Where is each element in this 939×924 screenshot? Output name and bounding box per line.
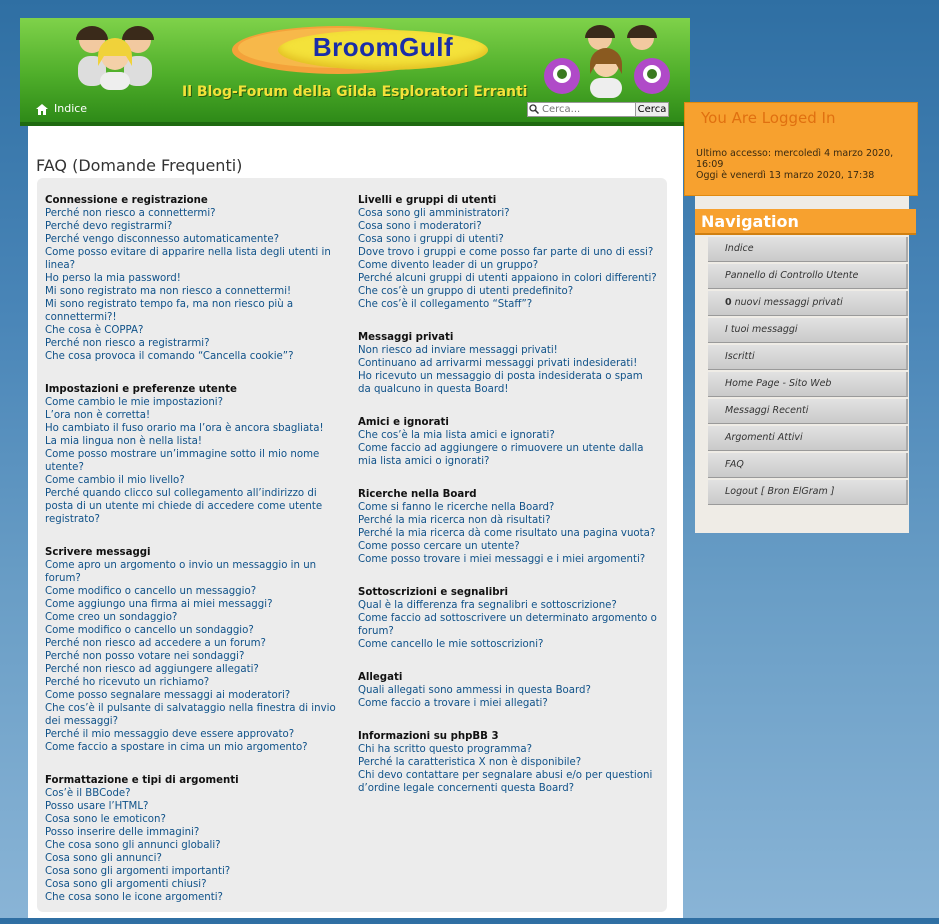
faq-question-link[interactable]: Chi devo contattare per segnalare abusi e/o per questioni d’ordine legale concernenti questa Board? [358, 770, 653, 794]
faq-section-heading: Informazioni su phpBB 3 [358, 731, 499, 742]
nav-item-label: Argomenti Attivi [725, 432, 803, 443]
nav-item-indice[interactable] [708, 237, 908, 262]
faq-question-link[interactable]: Che cos’è il collegamento “Staff”? [358, 299, 533, 310]
faq-question-link[interactable]: Qual è la differenza fra segnalibri e sottoscrizione? [358, 600, 617, 611]
faq-question-link[interactable]: Come faccio ad sottoscrivere un determinato argomento o forum? [358, 613, 657, 637]
faq-question-link[interactable]: Perché quando clicco sul collegamento all’indirizzo di posta di un utente mi chiede di accedere come utente registrato? [45, 488, 323, 525]
nav-item-label: Pannello di Controllo Utente [725, 270, 859, 281]
faq-question-link[interactable]: Come divento leader di un gruppo? [358, 260, 539, 271]
faq-question-link[interactable]: Che cosa provoca il comando “Cancella cookie”? [45, 351, 294, 362]
faq-question-link[interactable]: Come posso mostrare un’immagine sotto il mio nome utente? [45, 449, 320, 473]
faq-section-heading: Impostazioni e preferenze utente [45, 384, 237, 395]
faq-question-link[interactable]: Posso inserire delle immagini? [45, 827, 200, 838]
faq-question-link[interactable]: Perché alcuni gruppi di utenti appaiono in colori differenti? [358, 273, 657, 284]
faq-question-link[interactable]: Perché non riesco a registrarmi? [45, 338, 210, 349]
home-icon [36, 104, 48, 115]
search-button[interactable]: Cerca [635, 102, 669, 117]
nav-item-i-tuoi-messaggi[interactable] [708, 318, 908, 343]
faq-section-connessione-e-registrazione [45, 194, 345, 363]
faq-question-link[interactable]: Come modifico o cancello un sondaggio? [45, 625, 254, 636]
faq-section-formattazione-e-tipi-di-argomenti [45, 774, 345, 904]
faq-question-link[interactable]: Come aggiungo una firma ai miei messaggi? [45, 599, 273, 610]
current-time: Oggi è venerdì 13 marzo 2020, 17:38 [696, 170, 875, 181]
faq-question-link[interactable]: Come cancello le mie sottoscrizioni? [358, 639, 544, 650]
faq-question-link[interactable]: Come cambio il mio livello? [45, 475, 185, 486]
faq-section-impostazioni-e-preferenze-utente [45, 383, 345, 526]
login-status-box [684, 102, 918, 196]
nav-item-messaggi-recenti[interactable] [708, 399, 908, 424]
faq-question-link[interactable]: Posso usare l’HTML? [45, 801, 149, 812]
faq-question-link[interactable]: Perché la caratteristica X non è disponibile? [358, 757, 582, 768]
search-input[interactable] [527, 102, 645, 117]
faq-question-link[interactable]: Perché non riesco ad accedere a un forum? [45, 638, 266, 649]
nav-item-label: I tuoi messaggi [725, 324, 798, 335]
nav-home-link[interactable] [36, 102, 87, 115]
faq-section-heading: Scrivere messaggi [45, 547, 151, 558]
faq-question-link[interactable]: Cosa sono gli argomenti importanti? [45, 866, 231, 877]
nav-item-pannello-di-controllo-utente[interactable] [708, 264, 908, 289]
faq-question-link[interactable]: Come posso trovare i miei messaggi e i miei argomenti? [358, 554, 646, 565]
nav-item-label: Iscritti [725, 351, 755, 362]
faq-question-link[interactable]: Cosa sono gli annunci? [45, 853, 162, 864]
faq-section-heading: Allegati [358, 672, 403, 683]
faq-question-link[interactable]: Perché non posso votare nei sondaggi? [45, 651, 245, 662]
nav-item-home-page-sito-web[interactable] [708, 372, 908, 397]
nav-item-faq[interactable] [708, 453, 908, 478]
faq-section-heading: Ricerche nella Board [358, 489, 477, 500]
faq-question-link[interactable]: Perché non riesco ad aggiungere allegati? [45, 664, 259, 675]
faq-section-amici-e-ignorati [358, 416, 658, 468]
faq-question-link[interactable]: Ho ricevuto un messaggio di posta indesiderata o spam da qualcuno in questa Board! [358, 371, 643, 395]
faq-question-link[interactable]: Che cosa è COPPA? [45, 325, 144, 336]
search-icon [529, 104, 539, 114]
faq-question-link[interactable]: Mi sono registrato ma non riesco a connettermi! [45, 286, 292, 297]
faq-question-link[interactable]: Che cos’è un gruppo di utenti predefinito? [358, 286, 574, 297]
nav-item-label: FAQ [725, 459, 744, 470]
faq-question-link[interactable]: Come si fanno le ricerche nella Board? [358, 502, 555, 513]
faq-section-sottoscrizioni-e-segnalibri [358, 586, 658, 651]
site-subtitle: Il Blog-Forum della Gilda Esploratori Erranti [182, 84, 528, 100]
faq-question-link[interactable]: Che cosa sono gli annunci globali? [45, 840, 221, 851]
faq-question-link[interactable]: Cos’è il BBCode? [45, 788, 131, 799]
faq-question-link[interactable]: Quali allegati sono ammessi in questa Board? [358, 685, 591, 696]
avatars-right-icon [540, 18, 680, 100]
faq-question-link[interactable]: Perché la mia ricerca dà come risultato una pagina vuota? [358, 528, 656, 539]
faq-column-right [358, 194, 658, 815]
page-title: FAQ (Domande Frequenti) [36, 156, 243, 175]
faq-section-livelli-e-gruppi-di-utenti [358, 194, 658, 311]
nav-item-label: Home Page - Sito Web [725, 378, 832, 389]
faq-question-link[interactable]: Come posso segnalare messaggi ai moderatori? [45, 690, 291, 701]
faq-question-link[interactable]: Cosa sono gli amministratori? [358, 208, 510, 219]
faq-question-link[interactable]: Perché ho ricevuto un richiamo? [45, 677, 210, 688]
faq-section-scrivere-messaggi [45, 546, 345, 754]
navigation-title: Navigation [695, 209, 916, 235]
avatars-left-icon [70, 18, 170, 90]
site-logo-text[interactable]: BroomGulf [312, 32, 454, 62]
faq-question-link[interactable]: Come cambio le mie impostazioni? [45, 397, 224, 408]
faq-question-link[interactable]: Come creo un sondaggio? [45, 612, 178, 623]
visit-info [696, 148, 906, 181]
nav-item-label: nuovi messaggi privati [731, 297, 843, 308]
faq-question-link[interactable]: Perché il mio messaggio deve essere approvato? [45, 729, 295, 740]
faq-question-link[interactable]: L’ora non è corretta! [45, 410, 151, 421]
faq-section-ricerche-nella-board [358, 488, 658, 566]
faq-box [37, 178, 667, 912]
home-link-label: Indice [54, 102, 88, 115]
nav-item-logout-bron-elgram[interactable] [708, 480, 908, 505]
main-content [28, 126, 683, 918]
faq-section-heading: Amici e ignorati [358, 417, 449, 428]
faq-question-link[interactable]: Ho cambiato il fuso orario ma l’ora è ancora sbagliata! [45, 423, 324, 434]
faq-question-link[interactable]: Cosa sono le emoticon? [45, 814, 166, 825]
nav-item-label: Messaggi Recenti [725, 405, 809, 416]
faq-question-link[interactable]: Cosa sono i gruppi di utenti? [358, 234, 504, 245]
login-title: You Are Logged In [701, 109, 836, 127]
faq-question-link[interactable]: Come posso cercare un utente? [358, 541, 520, 552]
faq-question-link[interactable]: Come apro un argomento o invio un messaggio in un forum? [45, 560, 317, 584]
faq-section-allegati [358, 671, 658, 710]
faq-question-link[interactable]: Ho perso la mia password! [45, 273, 181, 284]
nav-item-argomenti-attivi[interactable] [708, 426, 908, 451]
nav-item-label: Indice [725, 243, 754, 254]
nav-item-iscritti[interactable] [708, 345, 908, 370]
faq-section-heading: Messaggi privati [358, 332, 454, 343]
unread-count: 0 [725, 297, 732, 308]
faq-question-link[interactable]: Chi ha scritto questo programma? [358, 744, 532, 755]
faq-section-informazioni-su-phpbb-3 [358, 730, 658, 795]
nav-item-label: Logout [ Bron ElGram ] [725, 486, 835, 497]
faq-question-link[interactable]: Come faccio a trovare i miei allegati? [358, 698, 548, 709]
faq-question-link[interactable]: La mia lingua non è nella lista! [45, 436, 202, 447]
faq-question-link[interactable]: Cosa sono gli argomenti chiusi? [45, 879, 207, 890]
faq-question-link[interactable]: Perché vengo disconnesso automaticamente? [45, 234, 280, 245]
faq-section-messaggi-privati [358, 331, 658, 396]
faq-question-link[interactable]: Perché non riesco a connettermi? [45, 208, 216, 219]
faq-question-link[interactable]: Perché la mia ricerca non dà risultati? [358, 515, 551, 526]
faq-section-heading: Connessione e registrazione [45, 195, 208, 206]
faq-question-link[interactable]: Che cos’è il pulsante di salvataggio nella finestra di invio dei messaggi? [45, 703, 336, 727]
nav-item-nuovi-messaggi-privati[interactable] [708, 291, 908, 316]
faq-question-link[interactable]: Come faccio a spostare in cima un mio argomento? [45, 742, 308, 753]
faq-question-link[interactable]: Come faccio ad aggiungere o rimuovere un utente dalla mia lista amici o ignorati? [358, 443, 644, 467]
last-visit: Ultimo accesso: mercoledì 4 marzo 2020, 16:09 [696, 148, 894, 170]
faq-question-link[interactable]: Come posso evitare di apparire nella lista degli utenti in linea? [45, 247, 331, 271]
faq-question-link[interactable]: Perché devo registrarmi? [45, 221, 173, 232]
faq-section-heading: Sottoscrizioni e segnalibri [358, 587, 509, 598]
navigation-list [708, 237, 908, 507]
faq-question-link[interactable]: Non riesco ad inviare messaggi privati! [358, 345, 558, 356]
navigation-panel [695, 196, 909, 533]
faq-question-link[interactable]: Dove trovo i gruppi e come posso far parte di uno di essi? [358, 247, 654, 258]
faq-question-link[interactable]: Cosa sono i moderatori? [358, 221, 482, 232]
site-header [20, 18, 690, 126]
faq-section-heading: Livelli e gruppi di utenti [358, 195, 497, 206]
faq-question-link[interactable]: Come modifico o cancello un messaggio? [45, 586, 257, 597]
faq-section-heading: Formattazione e tipi di argomenti [45, 775, 239, 786]
faq-question-link[interactable]: Che cos’è la mia lista amici e ignorati? [358, 430, 555, 441]
faq-column-left [45, 194, 345, 924]
faq-question-link[interactable]: Mi sono registrato tempo fa, ma non riesco più a connettermi?! [45, 299, 294, 323]
faq-question-link[interactable]: Che cosa sono le icone argomenti? [45, 892, 223, 903]
faq-question-link[interactable]: Continuano ad arrivarmi messaggi privati indesiderati! [358, 358, 638, 369]
